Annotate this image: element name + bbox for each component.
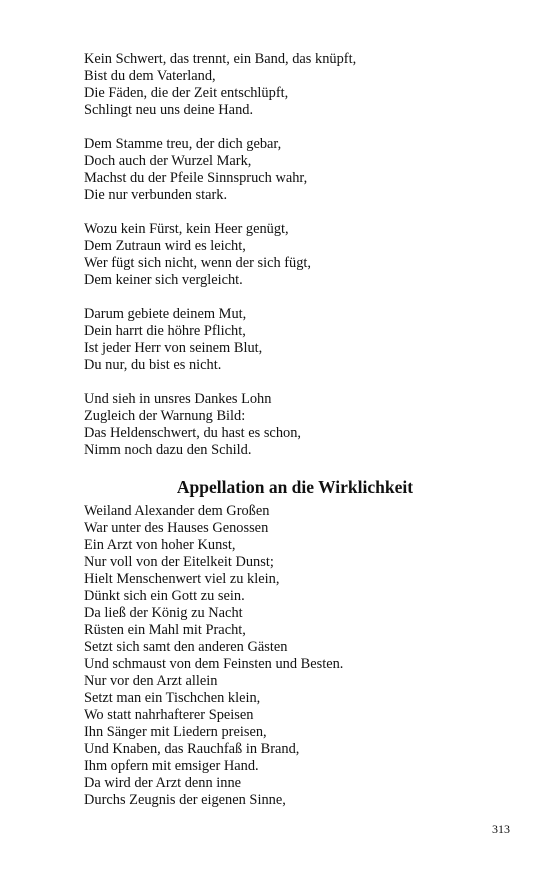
verse-line: Zugleich der Warnung Bild: bbox=[84, 408, 246, 424]
verse-line: Die nur verbunden stark. bbox=[84, 187, 228, 203]
page-number: 313 bbox=[492, 822, 510, 836]
verse-line: Dem keiner sich vergleicht. bbox=[84, 272, 243, 288]
verse-line: Dein harrt die höhre Pflicht, bbox=[84, 323, 246, 339]
verse-line: Ein Arzt von hoher Kunst, bbox=[84, 537, 236, 553]
verse-line: Da wird der Arzt denn inne bbox=[84, 775, 242, 791]
stanza bbox=[84, 221, 514, 289]
verse-line: Bist du dem Vaterland, bbox=[84, 68, 216, 84]
verse-line: Machst du der Pfeile Sinnspruch wahr, bbox=[84, 170, 308, 186]
stanza bbox=[84, 51, 514, 119]
verse-line: Durchs Zeugnis der eigenen Sinne, bbox=[84, 792, 286, 808]
poem-1 bbox=[84, 51, 514, 459]
verse-line: Die Fäden, die der Zeit entschlüpft, bbox=[84, 85, 289, 101]
verse-line: Nur voll von der Eitelkeit Dunst; bbox=[84, 554, 274, 570]
verse-line: Schlingt neu uns deine Hand. bbox=[84, 102, 254, 118]
verse-line: Wozu kein Fürst, kein Heer genügt, bbox=[84, 221, 289, 237]
verse-line: Weiland Alexander dem Großen bbox=[84, 503, 270, 519]
verse-line: Kein Schwert, das trennt, ein Band, das knüpft, bbox=[84, 51, 357, 67]
poem-2 bbox=[84, 503, 514, 809]
verse-line: Da ließ der König zu Nacht bbox=[84, 605, 243, 621]
page-content bbox=[84, 51, 514, 809]
verse-line: Das Heldenschwert, du hast es schon, bbox=[84, 425, 302, 441]
verse-line: Ihn Sänger mit Liedern preisen, bbox=[84, 724, 267, 740]
verse-line: Und Knaben, das Rauchfaß in Brand, bbox=[84, 741, 300, 757]
stanza bbox=[84, 136, 514, 204]
verse-line: Ist jeder Herr von seinem Blut, bbox=[84, 340, 263, 356]
verse-line: Dünkt sich ein Gott zu sein. bbox=[84, 588, 245, 604]
verse-line: Wo statt nahrhafterer Speisen bbox=[84, 707, 254, 723]
verse-line: War unter des Hauses Genossen bbox=[84, 520, 269, 536]
poem-title: Appellation an die Wirklichkeit bbox=[176, 477, 414, 497]
verse-line: Nimm noch dazu den Schild. bbox=[84, 442, 252, 458]
verse-line: Dem Stamme treu, der dich gebar, bbox=[84, 136, 282, 152]
verse-line: Doch auch der Wurzel Mark, bbox=[84, 153, 252, 169]
verse-line: Dem Zutraun wird es leicht, bbox=[84, 238, 246, 254]
verse-line: Darum gebiete deinem Mut, bbox=[84, 306, 247, 322]
verse-line: Und sieh in unsres Dankes Lohn bbox=[84, 391, 272, 407]
verse-line: Nur vor den Arzt allein bbox=[84, 673, 218, 689]
verse-line: Ihm opfern mit emsiger Hand. bbox=[84, 758, 259, 774]
verse-line: Wer fügt sich nicht, wenn der sich fügt, bbox=[84, 255, 312, 271]
verse-line: Du nur, du bist es nicht. bbox=[84, 357, 222, 373]
stanza bbox=[84, 391, 514, 459]
verse-line: Hielt Menschenwert viel zu klein, bbox=[84, 571, 280, 587]
verse-line: Setzt man ein Tischchen klein, bbox=[84, 690, 261, 706]
verse-line: Und schmaust von dem Feinsten und Besten. bbox=[84, 656, 344, 672]
verse-line: Setzt sich samt den anderen Gästen bbox=[84, 639, 288, 655]
stanza bbox=[84, 306, 514, 374]
verse-line: Rüsten ein Mahl mit Pracht, bbox=[84, 622, 246, 638]
